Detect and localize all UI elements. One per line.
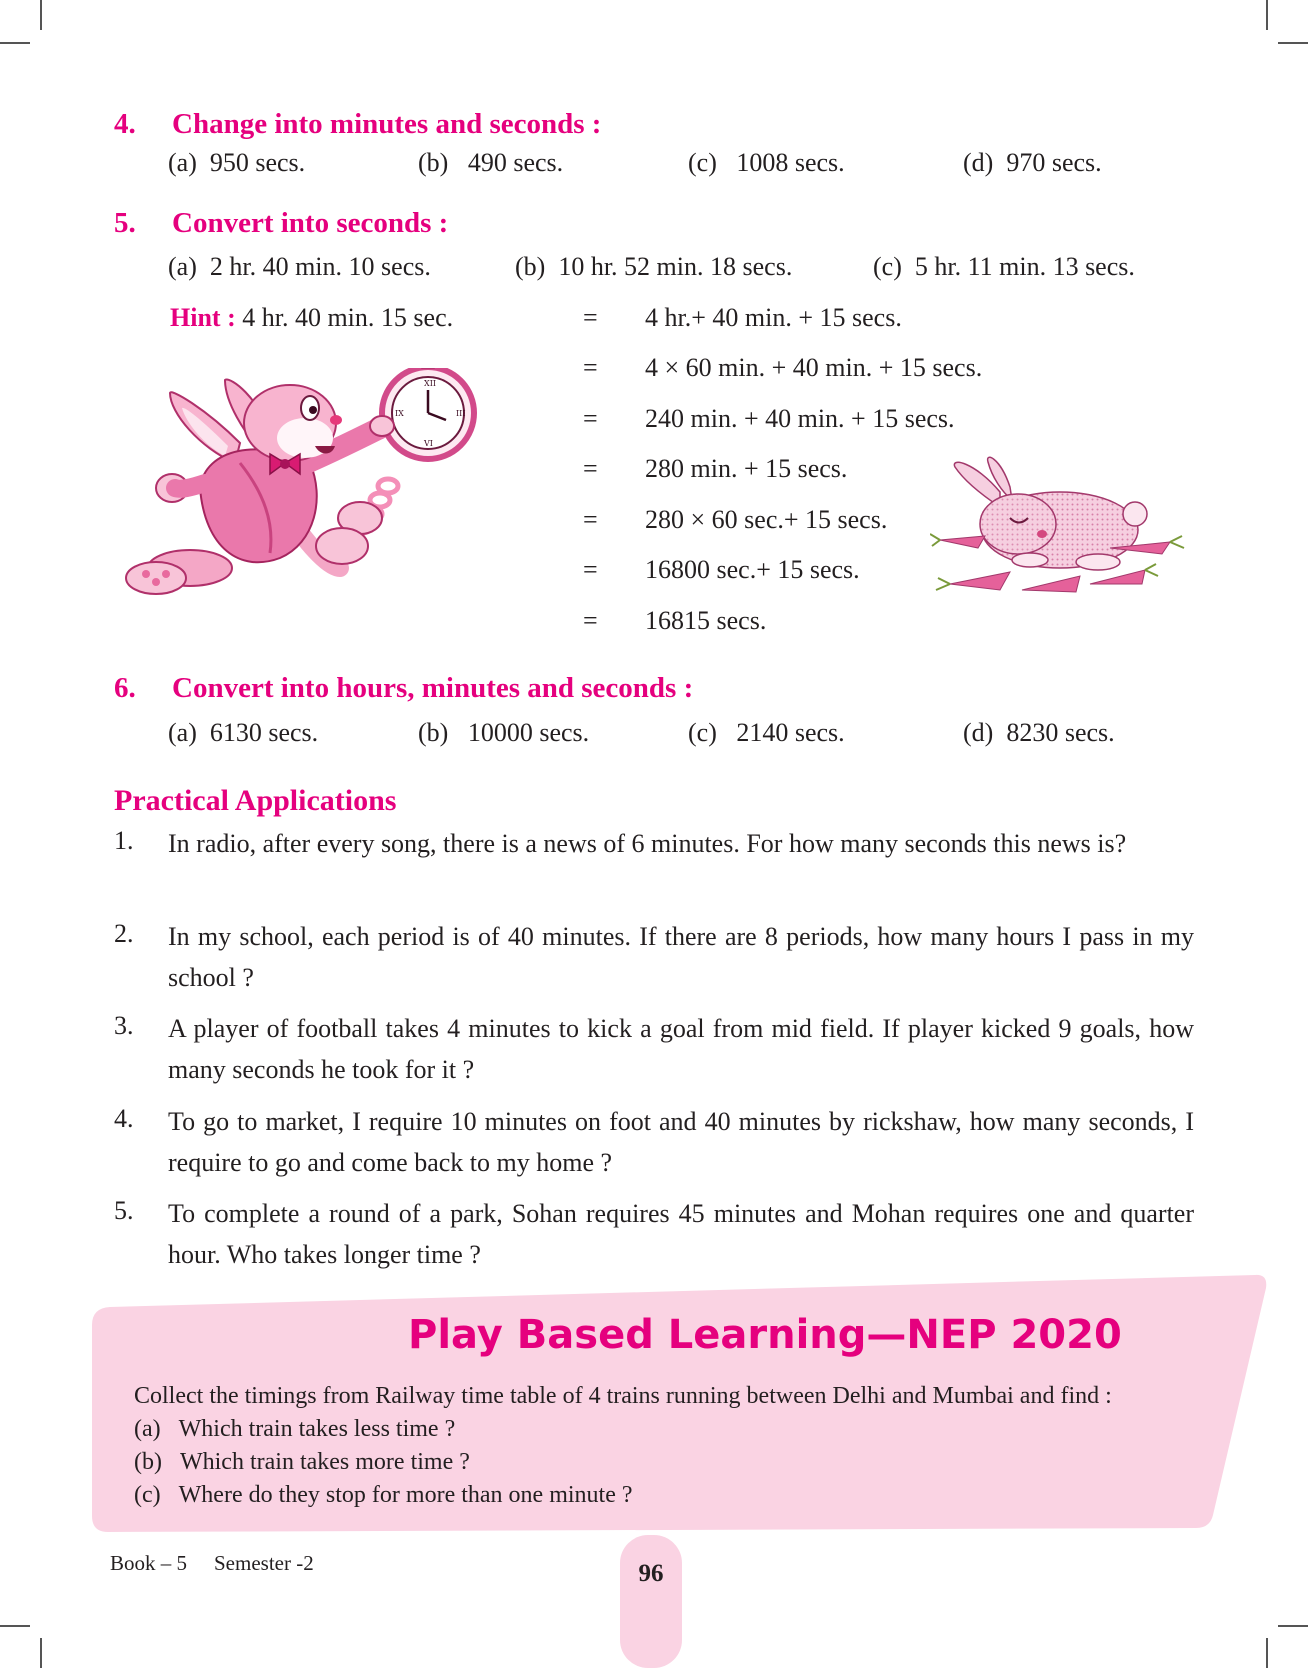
- q4-title: Change into minutes and seconds :: [172, 108, 602, 140]
- practical-item-text: In radio, after every song, there is a news of 6 minutes. For how many seconds this news is?: [168, 829, 1127, 858]
- hint-expression: Hint : 4 hr. 40 min. 15 sec.: [170, 303, 454, 332]
- q4-number: 4.: [114, 108, 136, 140]
- practical-item-text: To go to market, I require 10 minutes on foot and 40 minutes by rickshaw, how many seconds, I require to go and come back to my home ?: [168, 1107, 1194, 1177]
- q6-item-d: (d) 8230 secs.: [963, 718, 1115, 747]
- practical-item-number: 4.: [114, 1104, 134, 1133]
- practical-item-text: A player of football takes 4 minutes to kick a goal from mid field. If player kicked 9 goals, how many seconds he took for it ?: [168, 1014, 1194, 1084]
- footer-book: Book – 5: [110, 1551, 188, 1575]
- q4-item-a: (a) 950 secs.: [168, 148, 306, 177]
- practical-item-text: To complete a round of a park, Sohan requires 45 minutes and Mohan requires one and quarter hour. Who takes longer time ?: [168, 1199, 1194, 1269]
- hint-step: 280 min. + 15 secs.: [645, 454, 848, 483]
- hint-eq: =: [583, 404, 598, 433]
- q5-title: Convert into seconds :: [172, 207, 449, 239]
- svg-text:XII: XII: [424, 379, 437, 388]
- svg-text:VI: VI: [424, 439, 433, 448]
- svg-text:III: III: [456, 409, 466, 418]
- q4-item-c: (c) 1008 secs.: [688, 148, 845, 177]
- banner-item-a: (a) Which train takes less time ?: [134, 1416, 456, 1442]
- q5-number: 5.: [114, 207, 136, 239]
- practical-item-number: 3.: [114, 1011, 134, 1040]
- practical-heading: Practical Applications: [114, 784, 397, 817]
- q6-item-c: (c) 2140 secs.: [688, 718, 845, 747]
- hint-eq: =: [583, 454, 598, 483]
- hint-step: 16815 secs.: [645, 606, 767, 635]
- hint-eq: =: [583, 606, 598, 635]
- hint-eq: =: [583, 303, 598, 332]
- hint-eq: =: [583, 505, 598, 534]
- banner-intro: Collect the timings from Railway time table of 4 trains running between Delhi and Mumbai and find :: [134, 1383, 1112, 1409]
- q5-item-a: (a) 2 hr. 40 min. 10 secs.: [168, 252, 431, 281]
- hint-step: 4 × 60 min. + 40 min. + 15 secs.: [645, 353, 983, 382]
- practical-item-number: 5.: [114, 1196, 134, 1225]
- q4-item-b: (b) 490 secs.: [418, 148, 564, 177]
- svg-text:IX: IX: [395, 409, 404, 418]
- hint-step: 240 min. + 40 min. + 15 secs.: [645, 404, 955, 433]
- hint-step: 4 hr.+ 40 min. + 15 secs.: [645, 303, 902, 332]
- footer-semester: Semester -2: [214, 1551, 314, 1575]
- banner-item-c: (c) Where do they stop for more than one minute ?: [134, 1482, 633, 1508]
- page-number: 96: [638, 1560, 664, 1587]
- q6-item-b: (b) 10000 secs.: [418, 718, 590, 747]
- practical-item-number: 2.: [114, 919, 134, 948]
- practical-item-number: 1.: [114, 826, 134, 855]
- q5-item-b: (b) 10 hr. 52 min. 18 secs.: [515, 252, 793, 281]
- q6-title: Convert into hours, minutes and seconds :: [172, 672, 694, 704]
- banner-title: Play Based Learning—NEP 2020: [408, 1312, 1122, 1358]
- banner-item-b: (b) Which train takes more time ?: [134, 1449, 470, 1475]
- q5-item-c: (c) 5 hr. 11 min. 13 secs.: [873, 252, 1135, 281]
- q6-number: 6.: [114, 672, 136, 704]
- q4-item-d: (d) 970 secs.: [963, 148, 1102, 177]
- hint-eq: =: [583, 555, 598, 584]
- hint-eq: =: [583, 353, 598, 382]
- hint-step: 16800 sec.+ 15 secs.: [645, 555, 860, 584]
- q6-item-a: (a) 6130 secs.: [168, 718, 319, 747]
- practical-item-text: In my school, each period is of 40 minutes. If there are 8 periods, how many hours I pass in my school ?: [168, 922, 1194, 992]
- hint-step: 280 × 60 sec.+ 15 secs.: [645, 505, 888, 534]
